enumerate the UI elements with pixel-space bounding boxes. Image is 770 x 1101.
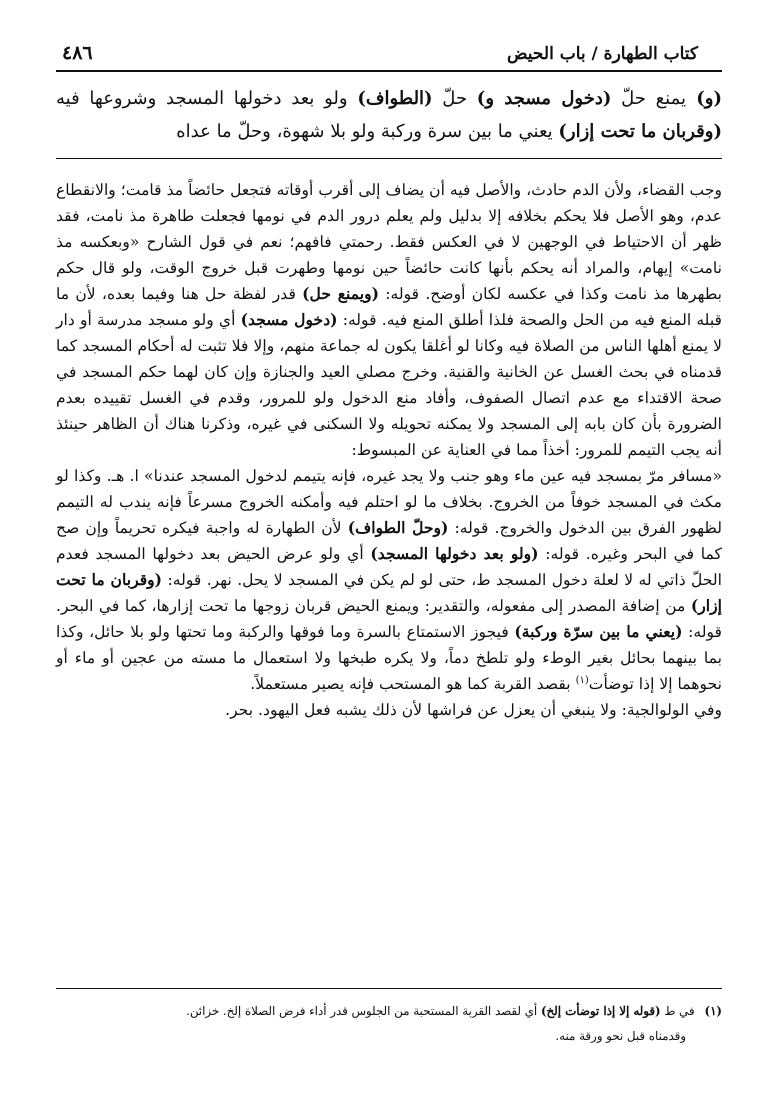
bold-lemma: (دخول مسجد و) [476, 88, 612, 109]
commentary-text [56, 177, 722, 723]
bold-lemma: (وقربان ما تحت إزار) [558, 121, 722, 142]
text-run: «مسافر مرّ بمسجد فيه عين ماء وهو جنب ولا يجد غيره، فإنه يتيمم لدخول المسجد عندنا» ا. هـ. وكذا لو مكث في المسجد خوفاً من الخروج. بخلاف ما لو احتلم فيه وأمكنه الخروج مسرعاً فإنه يندب له التيمم لظهور الفرق بين الدخول والخروج. قوله: [56, 467, 722, 537]
text-run: يعني ما بين سرة وركبة ولو بلا شهوة، وحلّ ما عداه [176, 121, 559, 142]
text-run: حلّ [432, 88, 477, 109]
footnote-prefix: في ط [660, 1004, 695, 1018]
commentary-paragraph-2 [56, 463, 722, 697]
bold-lemma: (ولو بعد دخولها المسجد) [370, 544, 539, 563]
page-number: ٤٨٦ [62, 42, 93, 64]
bold-lemma: (و) [686, 88, 723, 109]
commentary-paragraph-1 [56, 177, 722, 463]
footnote-quoted-phrase: (قوله إلا إذا توضأت إلخ) [540, 1004, 661, 1018]
bold-lemma: (يعني ما بين سرّة وركبة) [514, 622, 683, 641]
text-run: أي ولو مسجد مدرسة أو دار لا يمنع أهلها الناس من الصلاة فيه وكانا لو أغلقا يكون له جماعة منهم، وإلا فلا تثبت له أحكام المسجد كما قدمناه في بحث الغسل عن الخانية والقنية. وخرج مصلي العيد والجنازة وإن كان لهما حكم المسجد في صحة الاقتداء مع عدم اتصال الصفوف، وأفاد منع الدخول ولو للمرور، وقدم في الغسل تقييده بعدم الضرورة بأن كان بابه إلى المسجد ولا يمكنه تحويله ولا السكنى في غيره، وذكرنا هناك أن الظاهر حينئذ أنه يجب التيمم للمرور: أخذاً مما في العناية عن المبسوط: [56, 311, 722, 459]
text-run: بقصد القربة كما هو المستحب فإنه يصير مستعملاً. [250, 675, 576, 693]
bold-lemma: (ويمنع حل) [302, 284, 379, 303]
text-run: ولو بعد دخولها المسجد وشروعها فيه [56, 88, 358, 109]
footnote-text [56, 999, 694, 1024]
footnote-remainder: أي لقصد القربة المستحبة من الجلوس قدر أداء فرض الصلاة إلخ. خزائن. [186, 1004, 541, 1018]
text-run: قدر لفظة حل هنا وفيما بعده، لأن ما قبله المنع فيه من الحل والصحة فلذا أطلق المنع فيه. قوله: [56, 285, 723, 329]
footnotes [56, 988, 722, 1049]
header-title: كتاب الطهارة / باب الحيض [506, 44, 698, 64]
bold-lemma: (دخول مسجد) [240, 310, 338, 329]
bold-lemma: (وقربان ما تحت إزار) [56, 570, 722, 615]
footnote-1 [56, 999, 722, 1024]
footnote-continuation: وقدمناه قبل نحو ورقة منه. [555, 1029, 686, 1043]
bold-lemma: (وحلّ الطواف) [347, 518, 449, 537]
text-run: وجب القضاء، ولأن الدم حادث، والأصل فيه أن يضاف إلى أقرب أوقاته فتجعل حائضاً مذ قامت؛ والانقطاع عدم، وهو الأصل فلا يحكم بخلافه إلا بدليل ولم يعلم درور الدم في نومها فجعلت طاهرة مذ نامت، فقد ظهر أن الاحتياط في الوجهين لا في العكس فقط. رحمتي فافهم؛ نعم في قول الشارح «وبعكسه مذ نامت» إيهام، والمراد أنه يحكم بأنها كانت حائضاً حين نومها وطهرت قبل خروج الوقت، ولو قال حكم بطهرها مذ نامت وكذا في عكسه لكان أوضح. قوله: [56, 181, 723, 303]
text-run: وفي الولوالجية: ولا ينبغي أن يعزل عن فراشها لأن ذلك يشبه فعل اليهود. بحر. [225, 701, 722, 719]
text-run: لأن الطهارة له واجبة فيكره تحريماً وإن صح كما في البحر وغيره. قوله: [56, 519, 722, 563]
text-run: فيجوز الاستمتاع بالسرة وما فوقها والركبة وما تحتها ولو بلا حائل، وكذا بما بينهما بحائل بغير الوطء ولو تلطخ دماً، ولا يكره طبخها ولا استعمال ما مسته من عجين أو ماء أو نحوهما إلا إذا توضأت [56, 623, 722, 693]
commentary-paragraph-3 [56, 697, 722, 723]
book-page [56, 40, 722, 1081]
footnote-marker: (١) [575, 674, 589, 686]
text-run: يمنع حلّ [611, 88, 687, 109]
footnote-number: (١) [704, 1004, 722, 1018]
bold-lemma: (الطواف) [357, 88, 433, 109]
text-run: أي ولو عرض الحيض بعد دخولها المسجد فعدم الحلّ ذاتي له لا لعلة دخول المسجد ط، حتى لو لم يكن في المسجد لا يحل. نهر. قوله: [56, 545, 722, 589]
running-header [56, 40, 722, 72]
matn-text [56, 72, 722, 159]
text-run: من إضافة المصدر إلى مفعوله، والتقدير: ويمنع الحيض قربان زوجها ما تحت إزارها، كما في البحر. قوله: [56, 597, 722, 641]
